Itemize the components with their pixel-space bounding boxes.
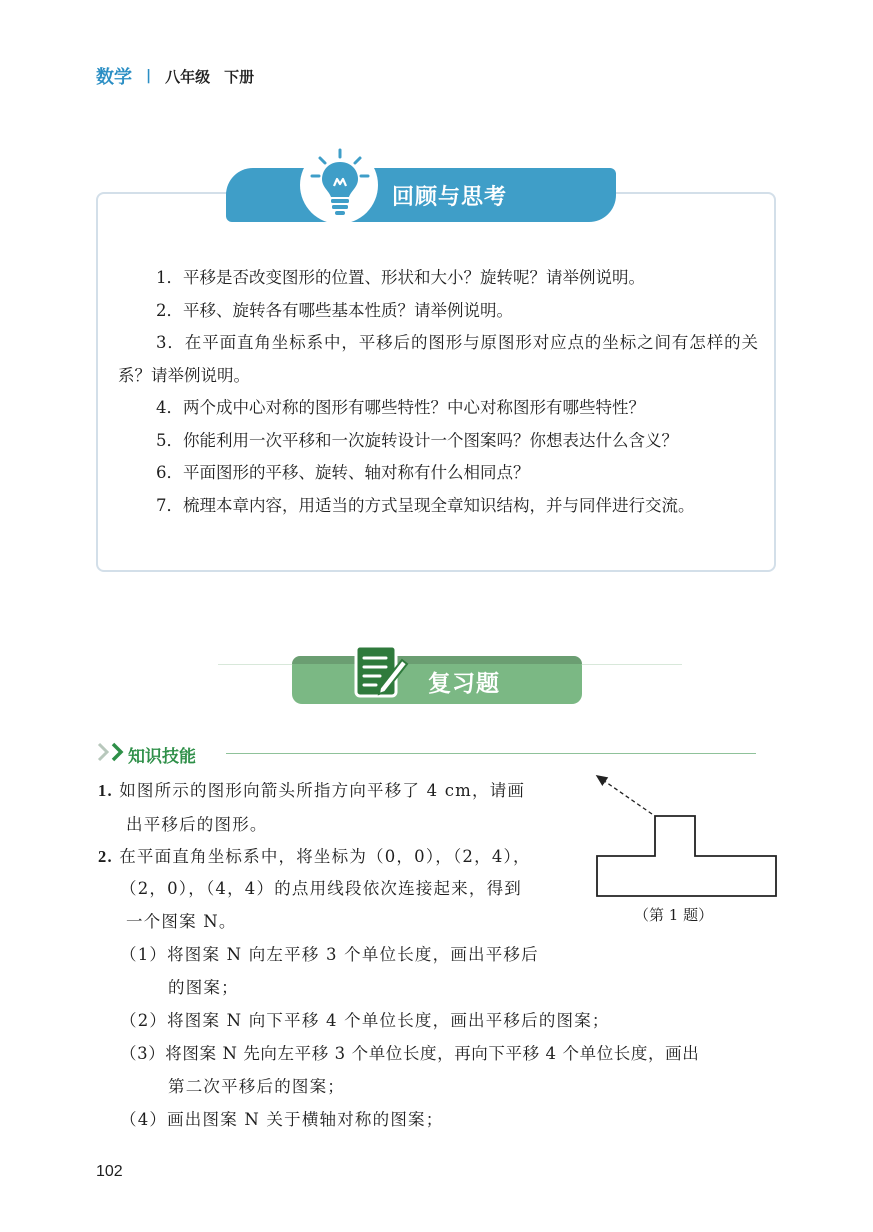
question-text: 在平面直角坐标系中，将坐标为（0，0），（2，4），	[119, 847, 531, 866]
section-underline	[226, 753, 756, 754]
page-header	[96, 63, 268, 89]
question-text: 如图所示的图形向箭头所指方向平移了 4 cm，请画	[119, 781, 526, 800]
question-number: 1.	[98, 781, 113, 800]
question-2-line-3: 一个图案 N。	[126, 912, 237, 931]
review-item: 5．你能利用一次平移和一次旋转设计一个图案吗？你想表达什么含义？	[156, 430, 678, 450]
question-1-line-2: 出平移后的图形。	[126, 815, 268, 834]
chevron-right-icon	[97, 740, 127, 764]
review-item: 7．梳理本章内容，用适当的方式呈现全章知识结构，并与同伴进行交流。	[156, 495, 695, 515]
question-2-line-2: （2，0），（4，4）的点用线段依次连接起来，得到	[120, 879, 522, 898]
question-1-line-1	[98, 774, 525, 808]
subject-label: 数学	[96, 67, 132, 88]
review-item: 3．在平面直角坐标系中，平移后的图形与原图形对应点的坐标之间有怎样的关系？请举例说明。	[118, 333, 758, 385]
exercise-title-band-top	[292, 656, 582, 664]
grade-label: 八年级	[165, 67, 211, 86]
review-questions	[118, 262, 758, 522]
question-number: 2.	[98, 847, 113, 866]
question-2-sub-3-cont: 第二次平移后的图案；	[168, 1077, 345, 1096]
figure-caption: （第 1 题）	[634, 906, 714, 924]
question-2-sub-1: （1）将图案 N 向左平移 3 个单位长度，画出平移后	[120, 945, 539, 964]
page-number: 102	[96, 1163, 123, 1180]
review-item: 2．平移、旋转各有哪些基本性质？请举例说明。	[156, 300, 513, 320]
exercise-title: 复习题	[428, 671, 500, 697]
question-2-line-1	[98, 840, 531, 874]
question-2-sub-1-cont: 的图案；	[168, 978, 239, 997]
section-label: 知识技能	[128, 747, 196, 767]
question-2-sub-2: （2）将图案 N 向下平移 4 个单位长度，画出平移后的图案；	[120, 1011, 610, 1030]
header-separator: |	[146, 68, 152, 84]
question-2-sub-3: （3）将图案 N 先向左平移 3 个单位长度，再向下平移 4 个单位长度，画出	[120, 1044, 700, 1063]
notepad-pencil-icon	[350, 642, 410, 700]
review-item: 1．平移是否改变图形的位置、形状和大小？旋转呢？请举例说明。	[156, 268, 645, 287]
volume-label: 下册	[224, 67, 255, 86]
question-2-sub-4: （4）画出图案 N 关于横轴对称的图案；	[120, 1110, 444, 1129]
review-item: 6．平面图形的平移、旋转、轴对称有什么相同点？	[156, 463, 530, 482]
review-title: 回顾与思考	[392, 185, 508, 210]
lightbulb-icon	[306, 146, 374, 218]
review-item: 4．两个成中心对称的图形有哪些特性？中心对称图形有哪些特性？	[156, 398, 645, 417]
divider-line	[582, 664, 682, 665]
